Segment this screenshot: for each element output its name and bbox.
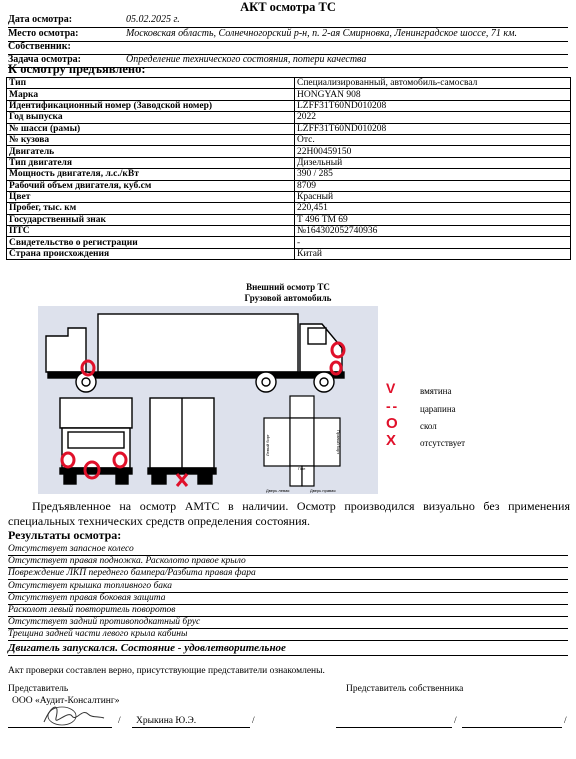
spec-value: 220,451	[295, 203, 571, 214]
document-title: АКТ осмотра ТС	[240, 0, 336, 14]
spec-value: -	[295, 237, 571, 248]
spec-value: 390 / 285	[295, 169, 571, 180]
spec-key: Идентификационный номер (Заводской номер)	[7, 100, 295, 111]
spec-value: LZFF31T60ND010208	[295, 123, 571, 134]
legend-label-dent: вмятина	[420, 386, 452, 396]
spec-row	[7, 226, 571, 237]
spec-value: Т 496 ТМ 69	[295, 214, 571, 225]
spec-row	[7, 78, 571, 89]
spec-row	[7, 169, 571, 180]
spec-key: Страна происхождения	[7, 248, 295, 259]
floor-label-door-left: Дверь левая	[266, 488, 290, 493]
spec-row	[7, 100, 571, 111]
truck-front-view	[60, 398, 132, 484]
section-title: К осмотру предъявлено:	[8, 62, 146, 76]
spec-key: Государственный знак	[7, 214, 295, 225]
results-title: Результаты осмотра:	[8, 528, 122, 542]
name-line-left	[132, 727, 250, 728]
spec-row	[7, 237, 571, 248]
spec-key: Рабочий объем двигателя, куб.см	[7, 180, 295, 191]
scheme-title: Внешний осмотр ТС	[246, 282, 330, 292]
spec-value: Специализированный, автомобиль-самосвал	[295, 78, 571, 89]
results-final: Двигатель запускался. Состояние - удовлетворительное	[8, 641, 568, 656]
spec-value: Отс.	[295, 134, 571, 145]
spec-row	[7, 112, 571, 123]
signature	[38, 700, 108, 730]
footer-note: Акт проверки составлен верно, присутствующие представители ознакомлены.	[8, 666, 325, 676]
rep-right-title: Представитель собственника	[346, 684, 464, 694]
spec-value: 2022	[295, 112, 571, 123]
spec-key: № кузова	[7, 134, 295, 145]
spec-row	[7, 248, 571, 259]
signature-line-left	[8, 727, 112, 728]
spec-row	[7, 146, 571, 157]
scheme-subtitle: Грузовой автомобиль	[244, 293, 332, 303]
spec-key: № шасси (рамы)	[7, 123, 295, 134]
slash-1: /	[118, 716, 121, 726]
spec-row	[7, 180, 571, 191]
legend-label-chip: скол	[420, 421, 437, 431]
rep-left-title: Представитель	[8, 684, 69, 694]
header-row-value: Определение технического состояния, потери качества	[126, 54, 367, 65]
spec-value: Китай	[295, 248, 571, 259]
truck-diagram	[38, 306, 378, 494]
spec-row	[7, 203, 571, 214]
result-item: Трещина задней части левого крыла кабины	[8, 628, 568, 641]
spec-key: Тип	[7, 78, 295, 89]
spec-value: Дизельный	[295, 157, 571, 168]
slash-2: /	[252, 716, 255, 726]
spec-row	[7, 134, 571, 145]
legend-label-scratch: царапина	[420, 404, 456, 414]
legend-symbol-missing: X	[386, 432, 397, 449]
signature-line-right	[336, 727, 452, 728]
result-item: Отсутствует задний противоподкатный брус	[8, 616, 568, 629]
result-item: Отсутствует крышка топливного бака	[8, 580, 568, 593]
rep-left-name: Хрыкина Ю.Э.	[136, 716, 197, 726]
spec-key: Свидетельство о регистрации	[7, 237, 295, 248]
spec-key: ПТС	[7, 226, 295, 237]
spec-row	[7, 157, 571, 168]
header-row-value: 05.02.2025 г.	[126, 14, 180, 25]
rep-left-org: ООО «Аудит-Консалтинг»	[12, 696, 120, 706]
spec-key: Цвет	[7, 191, 295, 202]
floor-label-left: Левый борт	[265, 434, 270, 456]
header-row-label: Собственник:	[8, 41, 71, 52]
spec-value: Красный	[295, 191, 571, 202]
legend-symbol-scratch: - -	[386, 398, 397, 414]
header-row-value: Московская область, Солнечногорский р-н, п. 2-ая Смирновка, Ленинградское шоссе, 71 км.	[126, 28, 517, 39]
spec-table	[6, 77, 571, 260]
spec-row	[7, 89, 571, 100]
spec-row	[7, 214, 571, 225]
spec-key: Тип двигателя	[7, 157, 295, 168]
slash-3: /	[454, 716, 457, 726]
floor-label-door-right: Дверь правая	[310, 488, 336, 493]
spec-key: Мощность двигателя, л.с./кВт	[7, 169, 295, 180]
legend-label-missing: отсутствует	[420, 438, 466, 448]
header-row-label: Дата осмотра:	[8, 14, 73, 25]
spec-key: Марка	[7, 89, 295, 100]
legend-symbol-dent: V	[386, 380, 396, 396]
header-row-label: Место осмотра:	[8, 28, 79, 39]
spec-row	[7, 191, 571, 202]
result-item: Отсутствует правая подножка. Расколото правое крыло	[8, 555, 568, 568]
spec-key: Год выпуска	[7, 112, 295, 123]
spec-value: 8709	[295, 180, 571, 191]
spec-row	[7, 123, 571, 134]
header-row-label: Задача осмотра:	[8, 54, 81, 65]
result-item: Отсутствует запасное колесо	[8, 543, 568, 556]
spec-value: №164302052740936	[295, 226, 571, 237]
inspection-paragraph: Предъявленное на осмотр АМТС в наличии. Осмотр производился визуально без применения специальных технических средств определения состояния.	[8, 499, 570, 528]
result-item: Расколот левый повторитель поворотов	[8, 604, 568, 617]
result-item: Отсутствует правая боковая защита	[8, 592, 568, 605]
result-item: Повреждение ЛКП переднего бампера/Разбита правая фара	[8, 567, 568, 580]
truck-rear-view	[148, 398, 216, 484]
spec-value: 22H00459150	[295, 146, 571, 157]
floor-label-right: Правый борт	[336, 430, 341, 455]
spec-key: Двигатель	[7, 146, 295, 157]
header-row	[8, 41, 568, 55]
slash-4: /	[564, 716, 567, 726]
spec-key: Пробег, тыс. км	[7, 203, 295, 214]
header-row	[8, 14, 568, 28]
floor-label-floor: Пол	[298, 466, 306, 471]
legend-symbol-chip: O	[386, 415, 398, 432]
spec-value: HONGYAN 908	[295, 89, 571, 100]
spec-value: LZFF31T60ND010208	[295, 100, 571, 111]
header-row	[8, 28, 568, 42]
name-line-right	[462, 727, 562, 728]
